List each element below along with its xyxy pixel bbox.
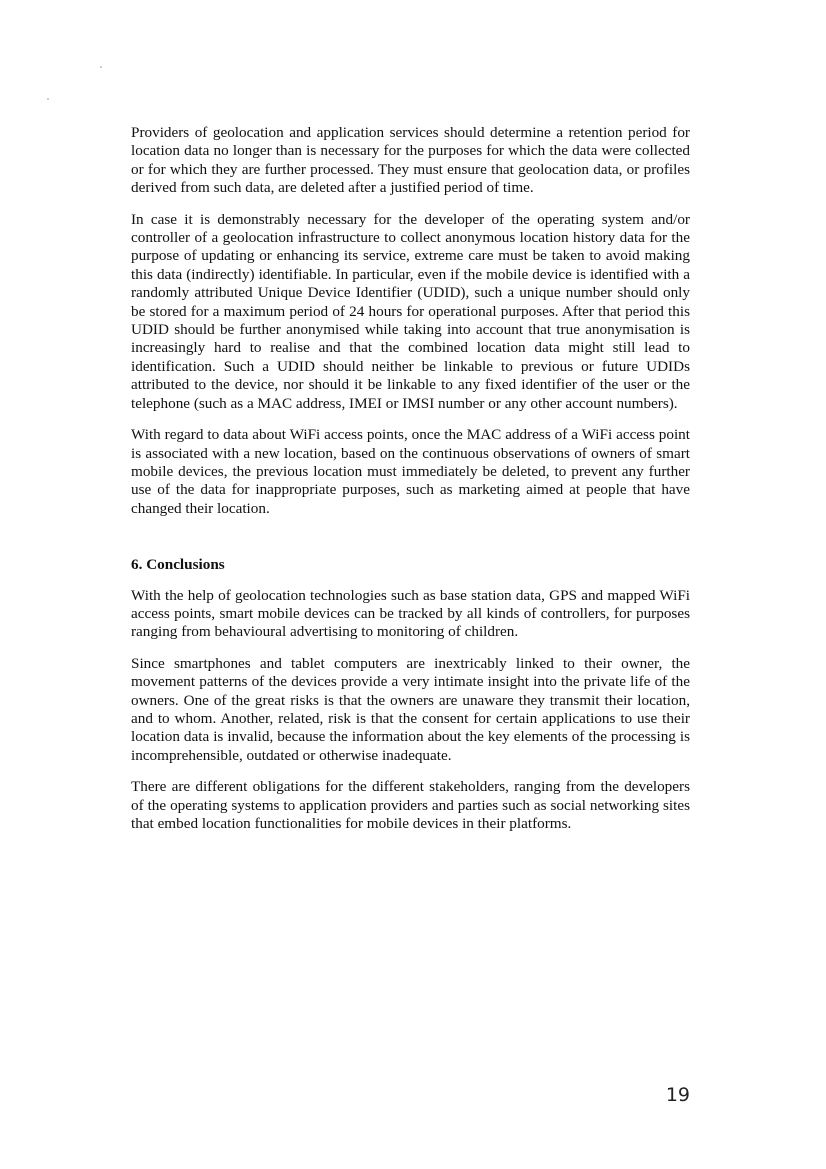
scan-speck <box>100 66 102 68</box>
paragraph-risks: Since smartphones and tablet computers are inextricably linked to their owner, the movement patterns of the devices provide a very intimate insight into the private life of the owners. One of the great risks is that the owners are unaware they transmit their location, and to whom. Another, related, risk is that the consent for certain applications to use their location data is invalid, because the information about the key elements of the processing is incomprehensible, outdated or otherwise inadequate. <box>131 654 690 764</box>
body-text <box>131 124 690 833</box>
paragraph-tracking-technologies: With the help of geolocation technologies such as base station data, GPS and mapped WiFi access points, smart mobile devices can be tracked by all kinds of controllers, for purposes ranging from behavioural advertising to monitoring of children. <box>131 586 690 641</box>
paragraph-anonymous-location-history: In case it is demonstrably necessary for the developer of the operating system and/or controller of a geolocation infrastructure to collect anonymous location history data for the purpose of updating or enhancing its service, extreme care must be taken to avoid making this data (indirectly) identifiable. In particular, even if the mobile device is identified with a randomly attributed Unique Device Identifier (UDID), such a unique number should only be stored for a maximum period of 24 hours for operational purposes. After that period this UDID should be further anonymised while taking into account that true anonymisation is increasingly hard to realise and that the combined location data might still lead to identification. Such a UDID should neither be linkable to previous or future UDIDs attributed to the device, nor should it be linkable to any fixed identifier of the user or the telephone (such as a MAC address, IMEI or IMSI number or any other account numbers). <box>131 210 690 412</box>
paragraph-retention-period: Providers of geolocation and application services should determine a retention period for location data no longer than is necessary for the purposes for which the data were collected or for which they are further processed. They must ensure that geolocation data, or profiles derived from such data, are deleted after a justified period of time. <box>131 124 690 197</box>
paragraph-obligations: There are different obligations for the different stakeholders, ranging from the developers of the operating systems to application providers and parties such as social networking sites that embed location functionalities for mobile devices in their platforms. <box>131 778 690 832</box>
section-heading-conclusions: 6. Conclusions <box>131 556 225 574</box>
paragraph-wifi-access-points: With regard to data about WiFi access points, once the MAC address of a WiFi access point is associated with a new location, based on the continuous observations of owners of smart mobile devices, the previous location must immediately be deleted, to prevent any further use of the data for inappropriate purposes, such as marketing aimed at people that have changed their location. <box>131 426 690 517</box>
page-number: 19 <box>665 1084 690 1106</box>
scan-speck <box>47 98 49 100</box>
